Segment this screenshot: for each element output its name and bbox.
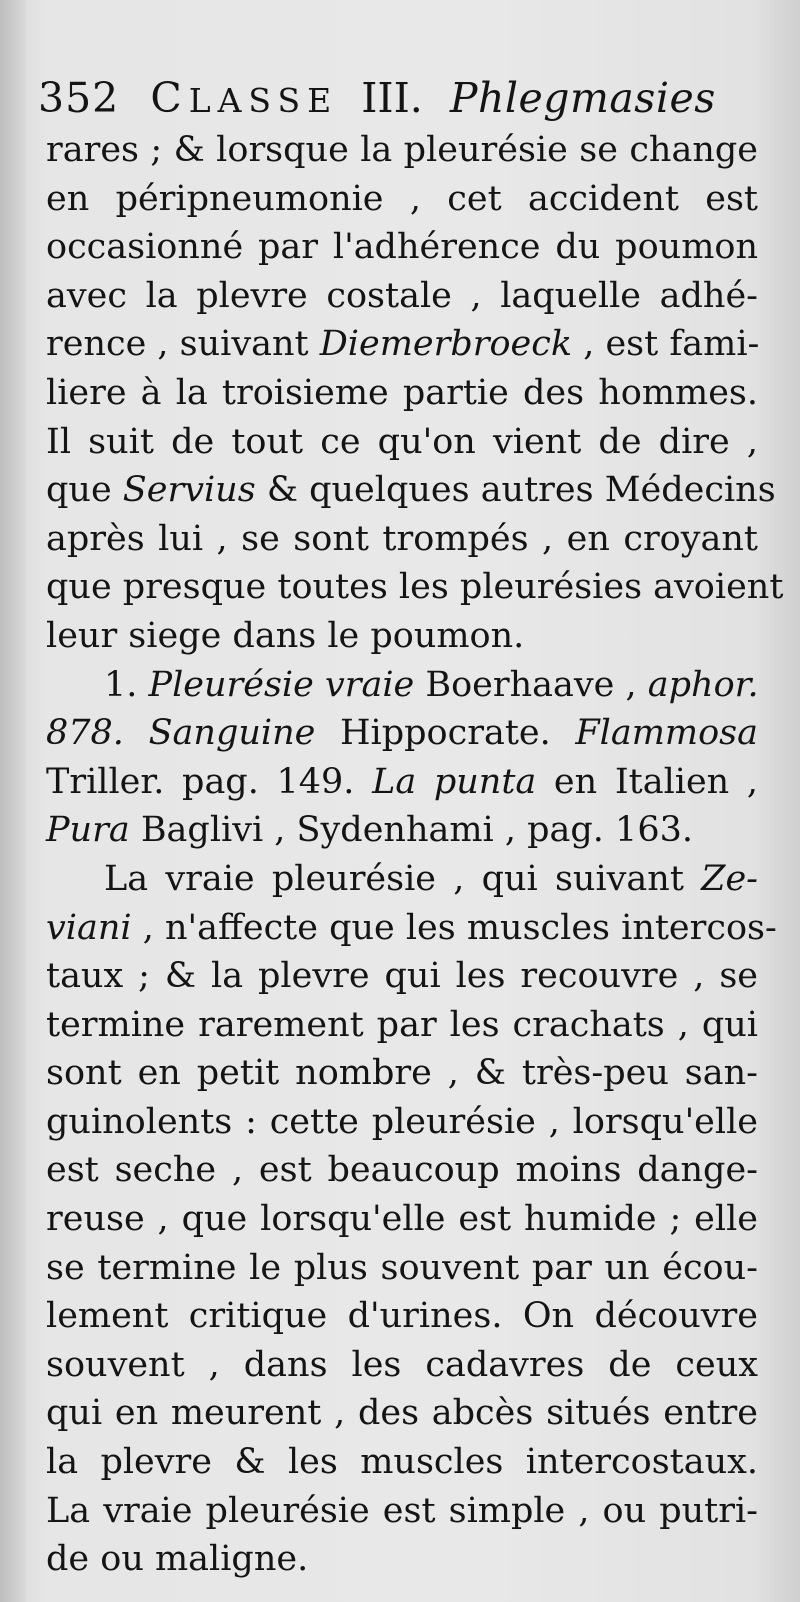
- text-line: [46, 612, 758, 661]
- text-line: [46, 709, 758, 758]
- text-segment: que presque toutes les pleurésies avoient: [46, 567, 784, 608]
- text-segment: est seche , est beaucoup moins dange-: [46, 1150, 758, 1191]
- text-line: [46, 1146, 758, 1195]
- italic-text: Diemerbroeck: [319, 324, 573, 365]
- page-number: 352: [38, 74, 120, 122]
- text-segment: occasionné par l'adhérence du poumon: [46, 227, 758, 268]
- text-line: [46, 418, 758, 467]
- text-line: [46, 1195, 758, 1244]
- text-line: [46, 1438, 758, 1487]
- text-line: [46, 320, 758, 369]
- text-segment: reuse , que lorsqu'elle est humide ; elle: [46, 1199, 758, 1240]
- text-segment: 1.: [104, 664, 149, 705]
- text-segment: , n'affecte que les muscles intercos-: [131, 907, 777, 948]
- text-segment: lement critique d'urines. On découvre: [46, 1296, 758, 1337]
- italic-text: viani: [46, 907, 132, 948]
- text-segment: Il suit de tout ce qu'on vient de dire ,: [46, 421, 758, 462]
- text-segment: guinolents : cette pleurésie , lorsqu'elle: [46, 1101, 758, 1142]
- text-segment: La vraie pleurésie , qui suivant: [104, 858, 702, 899]
- class-numeral: III.: [361, 74, 423, 122]
- text-segment: souvent , dans les cadavres de ceux: [46, 1344, 758, 1385]
- text-line: [46, 1098, 758, 1147]
- text-segment: Baglivi , Sydenhami , pag. 163.: [129, 810, 693, 851]
- text-line: [46, 1389, 758, 1438]
- text-line: [46, 806, 758, 855]
- text-line: [46, 1292, 758, 1341]
- text-line: [46, 515, 758, 564]
- italic-text: 878. Sanguine: [46, 713, 316, 754]
- text-segment: en Italien ,: [536, 761, 759, 802]
- text-segment: Triller. pag. 149.: [46, 761, 373, 802]
- text-segment: la plevre & les muscles intercostaux.: [46, 1442, 758, 1483]
- text-line: [46, 563, 784, 612]
- text-line: [46, 369, 758, 418]
- text-line: [46, 952, 758, 1001]
- text-segment: qui en meurent , des abcès situés entre: [46, 1393, 758, 1434]
- text-line: [46, 1001, 758, 1050]
- text-segment: en péripneumonie , cet accident est: [46, 178, 758, 219]
- text-segment: de ou maligne.: [46, 1539, 309, 1580]
- text-segment: sont en petit nombre , & très-peu san-: [46, 1053, 758, 1094]
- text-line: [46, 661, 758, 710]
- italic-text: Servius: [122, 470, 256, 511]
- text-segment: rares ; & lorsque la pleurésie se change: [46, 130, 758, 170]
- italic-text: Pleurésie vraie: [148, 664, 415, 705]
- text-line: [46, 1487, 758, 1536]
- text-segment: La vraie pleurésie est simple , ou putri-: [46, 1490, 758, 1531]
- body-text: [46, 126, 784, 1584]
- class-label: CLASSE: [150, 74, 339, 122]
- text-line: [46, 223, 758, 272]
- text-line: [46, 904, 777, 953]
- text-segment: se termine le plus souvent par un écou-: [46, 1247, 758, 1288]
- text-segment: que: [46, 470, 123, 511]
- page-gutter: [0, 0, 26, 1602]
- text-segment: rence , suivant: [46, 324, 320, 365]
- text-segment: avec la plevre costale , laquelle adhé-: [46, 275, 758, 316]
- text-line: [46, 1244, 758, 1293]
- text-segment: , est fami-: [572, 324, 760, 365]
- text-line: [46, 126, 758, 175]
- running-header: [38, 72, 716, 127]
- text-line: [46, 1341, 758, 1390]
- text-segment: termine rarement par les crachats , qui: [46, 1004, 758, 1045]
- italic-text: Flammosa: [575, 713, 759, 754]
- text-line: [46, 466, 776, 515]
- text-line: [46, 855, 758, 904]
- italic-text: Ze-: [701, 858, 758, 899]
- text-segment: leur siege dans le poumon.: [46, 615, 525, 656]
- header-topic: Phlegmasies: [449, 74, 716, 122]
- text-segment: taux ; & la plevre qui les recouvre , se: [46, 956, 758, 997]
- text-segment: Hippocrate.: [315, 713, 576, 754]
- italic-text: Pura: [46, 810, 130, 851]
- text-segment: & quelques autres Médecins: [255, 470, 776, 511]
- text-segment: après lui , se sont trompés , en croyant: [46, 518, 758, 559]
- italic-text: aphor.: [647, 664, 759, 705]
- text-line: [46, 175, 758, 224]
- text-line: [46, 272, 758, 321]
- italic-text: La punta: [372, 761, 537, 802]
- text-segment: Boerhaave ,: [414, 664, 648, 705]
- text-segment: liere à la troisieme partie des hommes.: [46, 372, 758, 413]
- text-line: [46, 758, 758, 807]
- text-line: [46, 1049, 758, 1098]
- text-line: [46, 1535, 758, 1584]
